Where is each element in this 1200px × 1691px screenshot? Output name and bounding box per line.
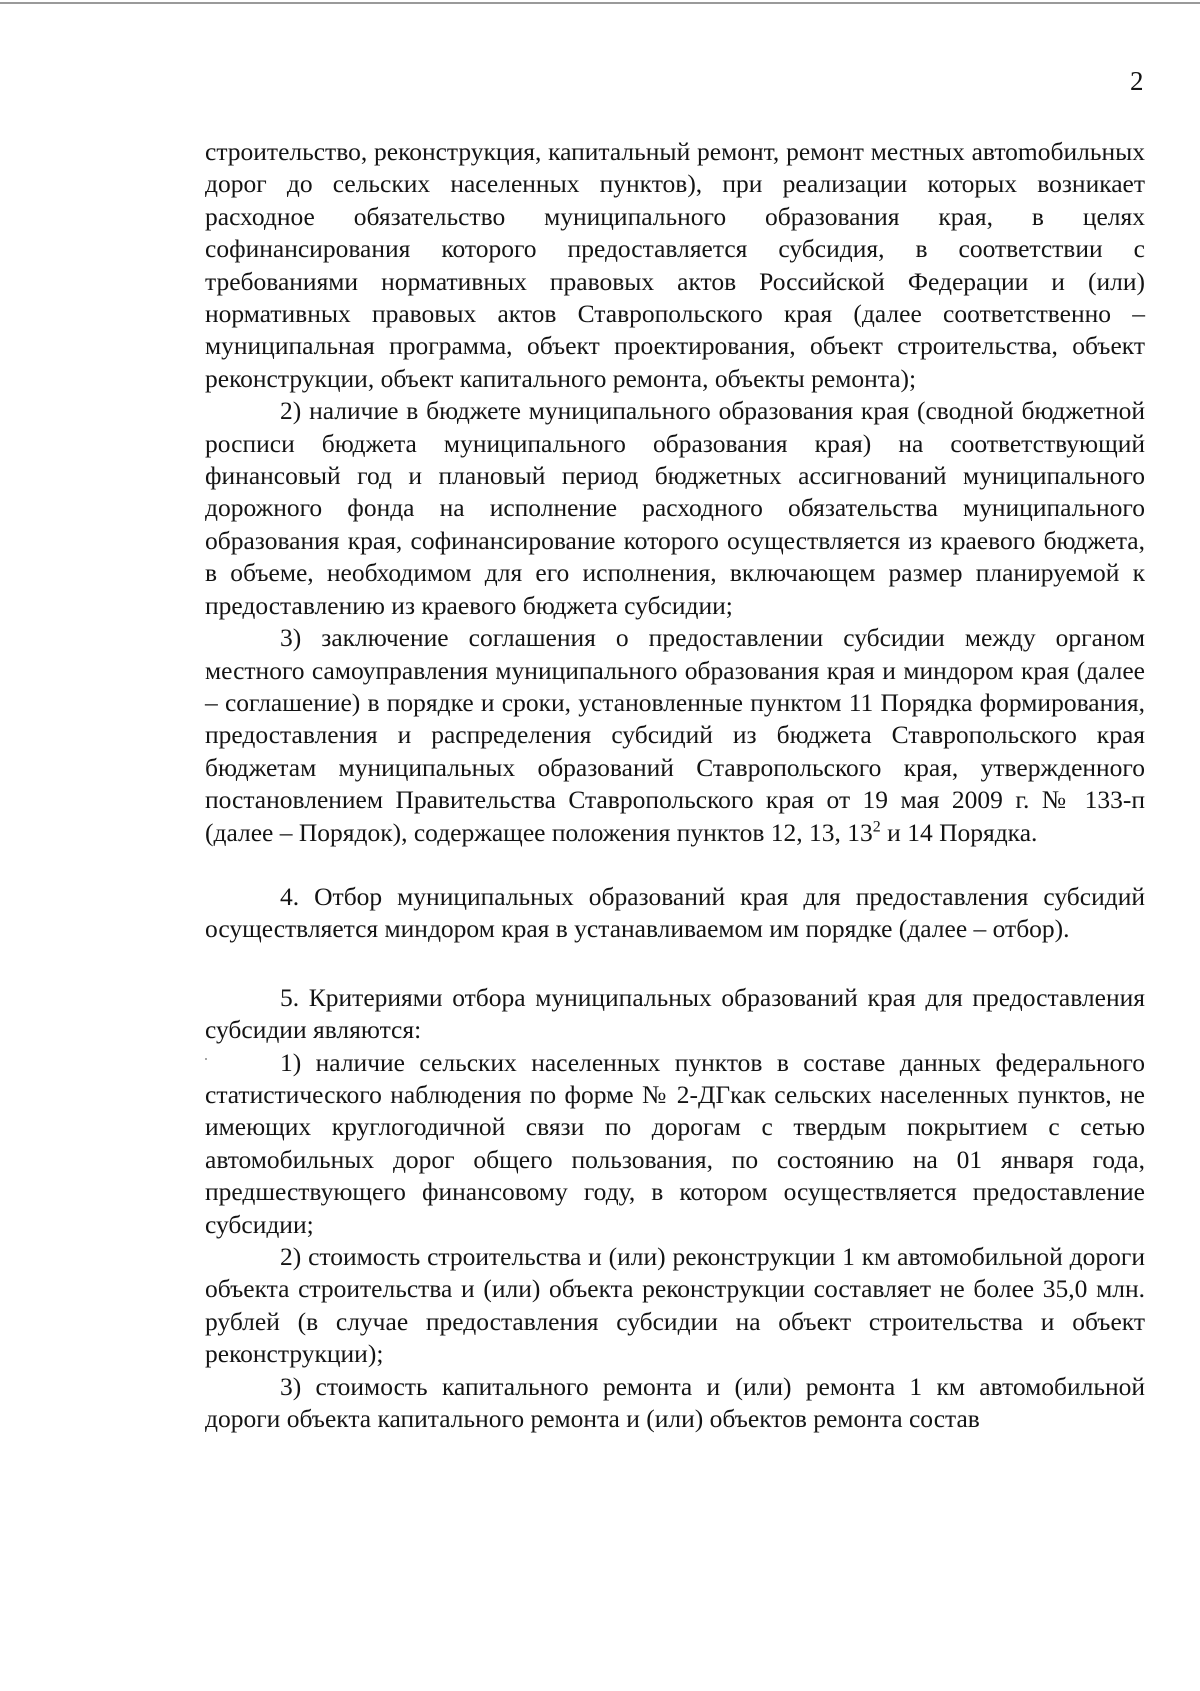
paragraph-continuation: строительство, реконструкция, капитальный ремонт, ремонт местных автоmобильных дорог до сельских населенных пунктов), при реализации которых возникает расходное обязательство муниципального образования края, в целях софинансирования которого предоставляется субсидия, в соответствии с требованиями нормативных правовых актов Российской Федерации и (или) нормативных правовых актов Ставропольского края (далее соответственно – муниципальная программа, объект проектирования, объект строительства, объект реконструкции, объект капитального ремонта, объекты ремонта); bbox=[205, 137, 1145, 393]
paragraph-item-3-text: 3) заключение соглашения о предоставлении субсидии между органом местного самоуправления муниципального образования края и миндором края (далее – соглашение) в порядке и сроки, установленные пунктом 11 Порядка формирования, предоставления и распределения субсидий из бюджета Ставропольского края бюджетам муниципальных образований Ставропольского края, утвержденного постановлением Правительства Ставропольского края от 19 мая 2009 г. № 133-п (далее – Порядок), содержащее положения пунктов 12, 13, 13 bbox=[205, 623, 1145, 847]
scan-top-edge bbox=[0, 2, 1200, 4]
paragraph-criterion-1: 1) наличие сельских населенных пунктов в составе данных федерального статистического наблюдения по форме № 2-ДГкак сельских населенных пунктов, не имеющих круглогодичной связи по дорогам с твердым покрытием с сетью автомобильных дорог общего пользования, по состоянию на 01 января года, предшествующего финансовому году, в котором осуществляется предоставление субсидии; bbox=[205, 1047, 1145, 1239]
paragraph-criterion-2: 2) стоимость строительства и (или) реконструкции 1 км автомобильной дороги объекта строительства и (или) объекта реконструкции составляет не более 35,0 млн. рублей (в случае предоставления субсидии на объект строительства и объект реконструкции); bbox=[205, 1242, 1145, 1369]
paragraph-item-3-text-end: и 14 Порядка. bbox=[880, 817, 1038, 847]
superscript: 2 bbox=[872, 818, 881, 836]
paragraph-item-2: 2) наличие в бюджете муниципального образования края (сводной бюджетной росписи бюджета муниципального образования края) на соответствующий финансовый год и плановый период бюджетных ассигнований муниципального дорожного фонда на исполнение расходного обязательства муниципального образования края, софинансирование которого осуществляется из краевого бюджета, в объеме, необходимом для его исполнения, включающем размер планируемой к предоставлению из краевого бюджета субсидии; bbox=[205, 396, 1145, 620]
page-number: 2 bbox=[1130, 66, 1144, 96]
paragraph-criterion-3: 3) стоимость капитального ремонта и (или) ремонта 1 км автомобильной дороги объекта капитального ремонта и (или) объектов ремонта состав bbox=[205, 1371, 1145, 1434]
paragraph-section-4: 4. Отбор муниципальных образований края для предоставления субсидий осуществляется миндором края в устанавливаемом им порядке (далее – отбор). bbox=[205, 881, 1145, 944]
paragraph-section-5: 5. Критериями отбора муниципальных образований края для предоставления субсидии являются: bbox=[205, 982, 1145, 1045]
document-body bbox=[205, 136, 1145, 1435]
paragraph-item-3 bbox=[205, 622, 1145, 849]
scan-speck bbox=[205, 1058, 207, 1060]
